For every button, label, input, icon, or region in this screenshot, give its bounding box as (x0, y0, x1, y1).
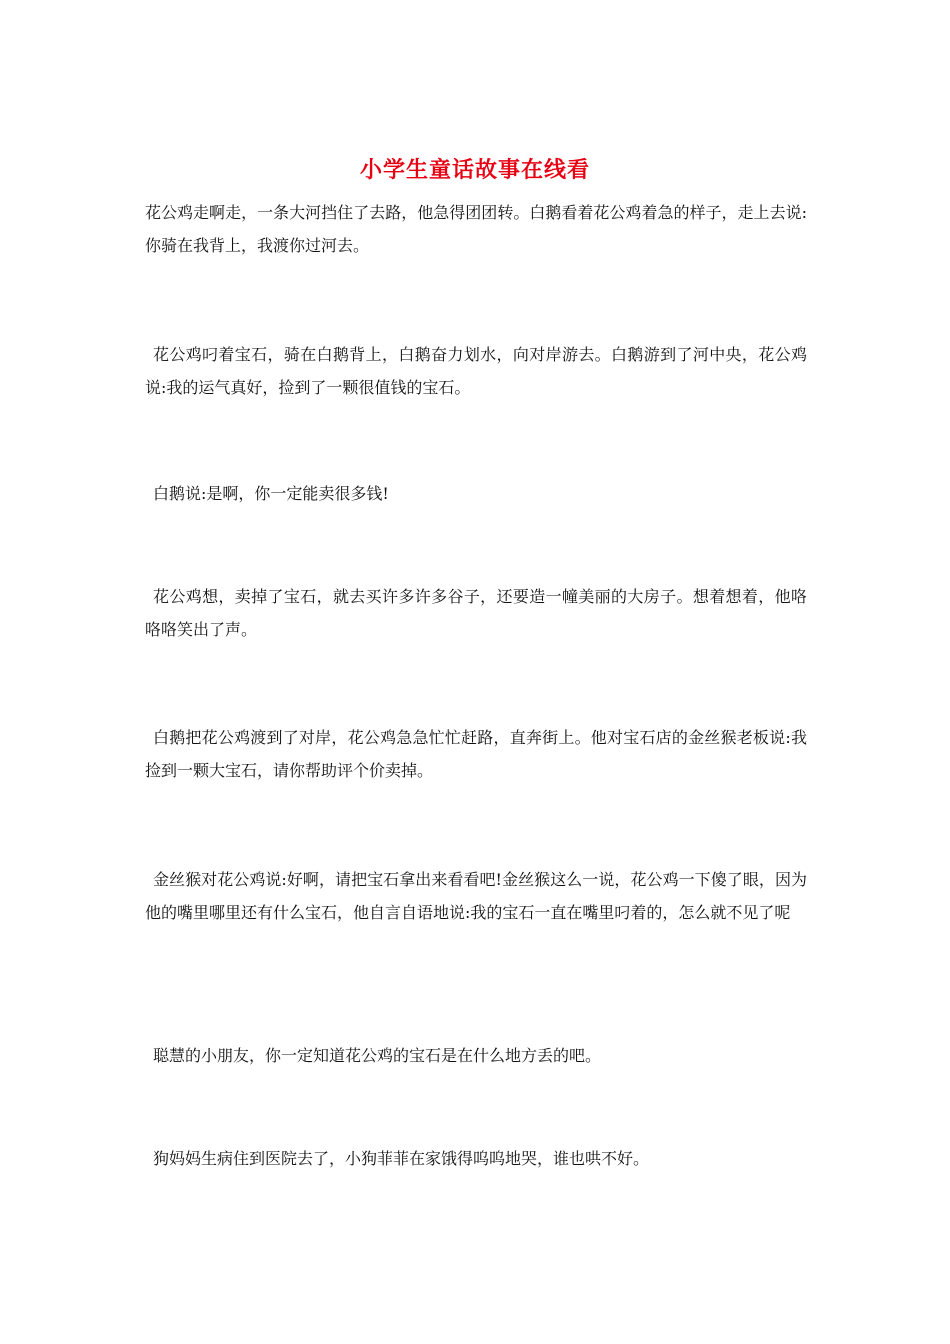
paragraph: 狗妈妈生病住到医院去了，小狗菲菲在家饿得呜呜地哭，谁也哄不好。 (153, 1149, 650, 1168)
paragraph: 金丝猴对花公鸡说:好啊，请把宝石拿出来看看吧!金丝猴这么一说，花公鸡一下傻了眼，因为他的嘴里哪里还有什么宝石，他自言自语地说:我的宝石一直在嘴里叼着的，怎么就不见了呢 (145, 870, 807, 922)
paragraph: 聪慧的小朋友，你一定知道花公鸡的宝石是在什么地方丢的吧。 (153, 1046, 602, 1065)
document-title: 小学生童话故事在线看 (359, 157, 590, 183)
paragraph: 白鹅把花公鸡渡到了对岸，花公鸡急急忙忙赶路，直奔街上。他对宝石店的金丝猴老板说:我捡到一颗大宝石，请你帮助评个价卖掉。 (145, 728, 807, 780)
paragraph: 花公鸡走啊走，一条大河挡住了去路，他急得团团转。白鹅看着花公鸡着急的样子，走上去说:你骑在我背上，我渡你过河去。 (145, 203, 807, 255)
paragraph: 花公鸡想，卖掉了宝石，就去买许多许多谷子，还要造一幢美丽的大房子。想着想着，他咯咯咯笑出了声。 (145, 587, 807, 639)
paragraph: 花公鸡叼着宝石，骑在白鹅背上，白鹅奋力划水，向对岸游去。白鹅游到了河中央，花公鸡说:我的运气真好，捡到了一颗很值钱的宝石。 (145, 345, 807, 397)
paragraph: 白鹅说:是啊，你一定能卖很多钱! (153, 484, 389, 503)
